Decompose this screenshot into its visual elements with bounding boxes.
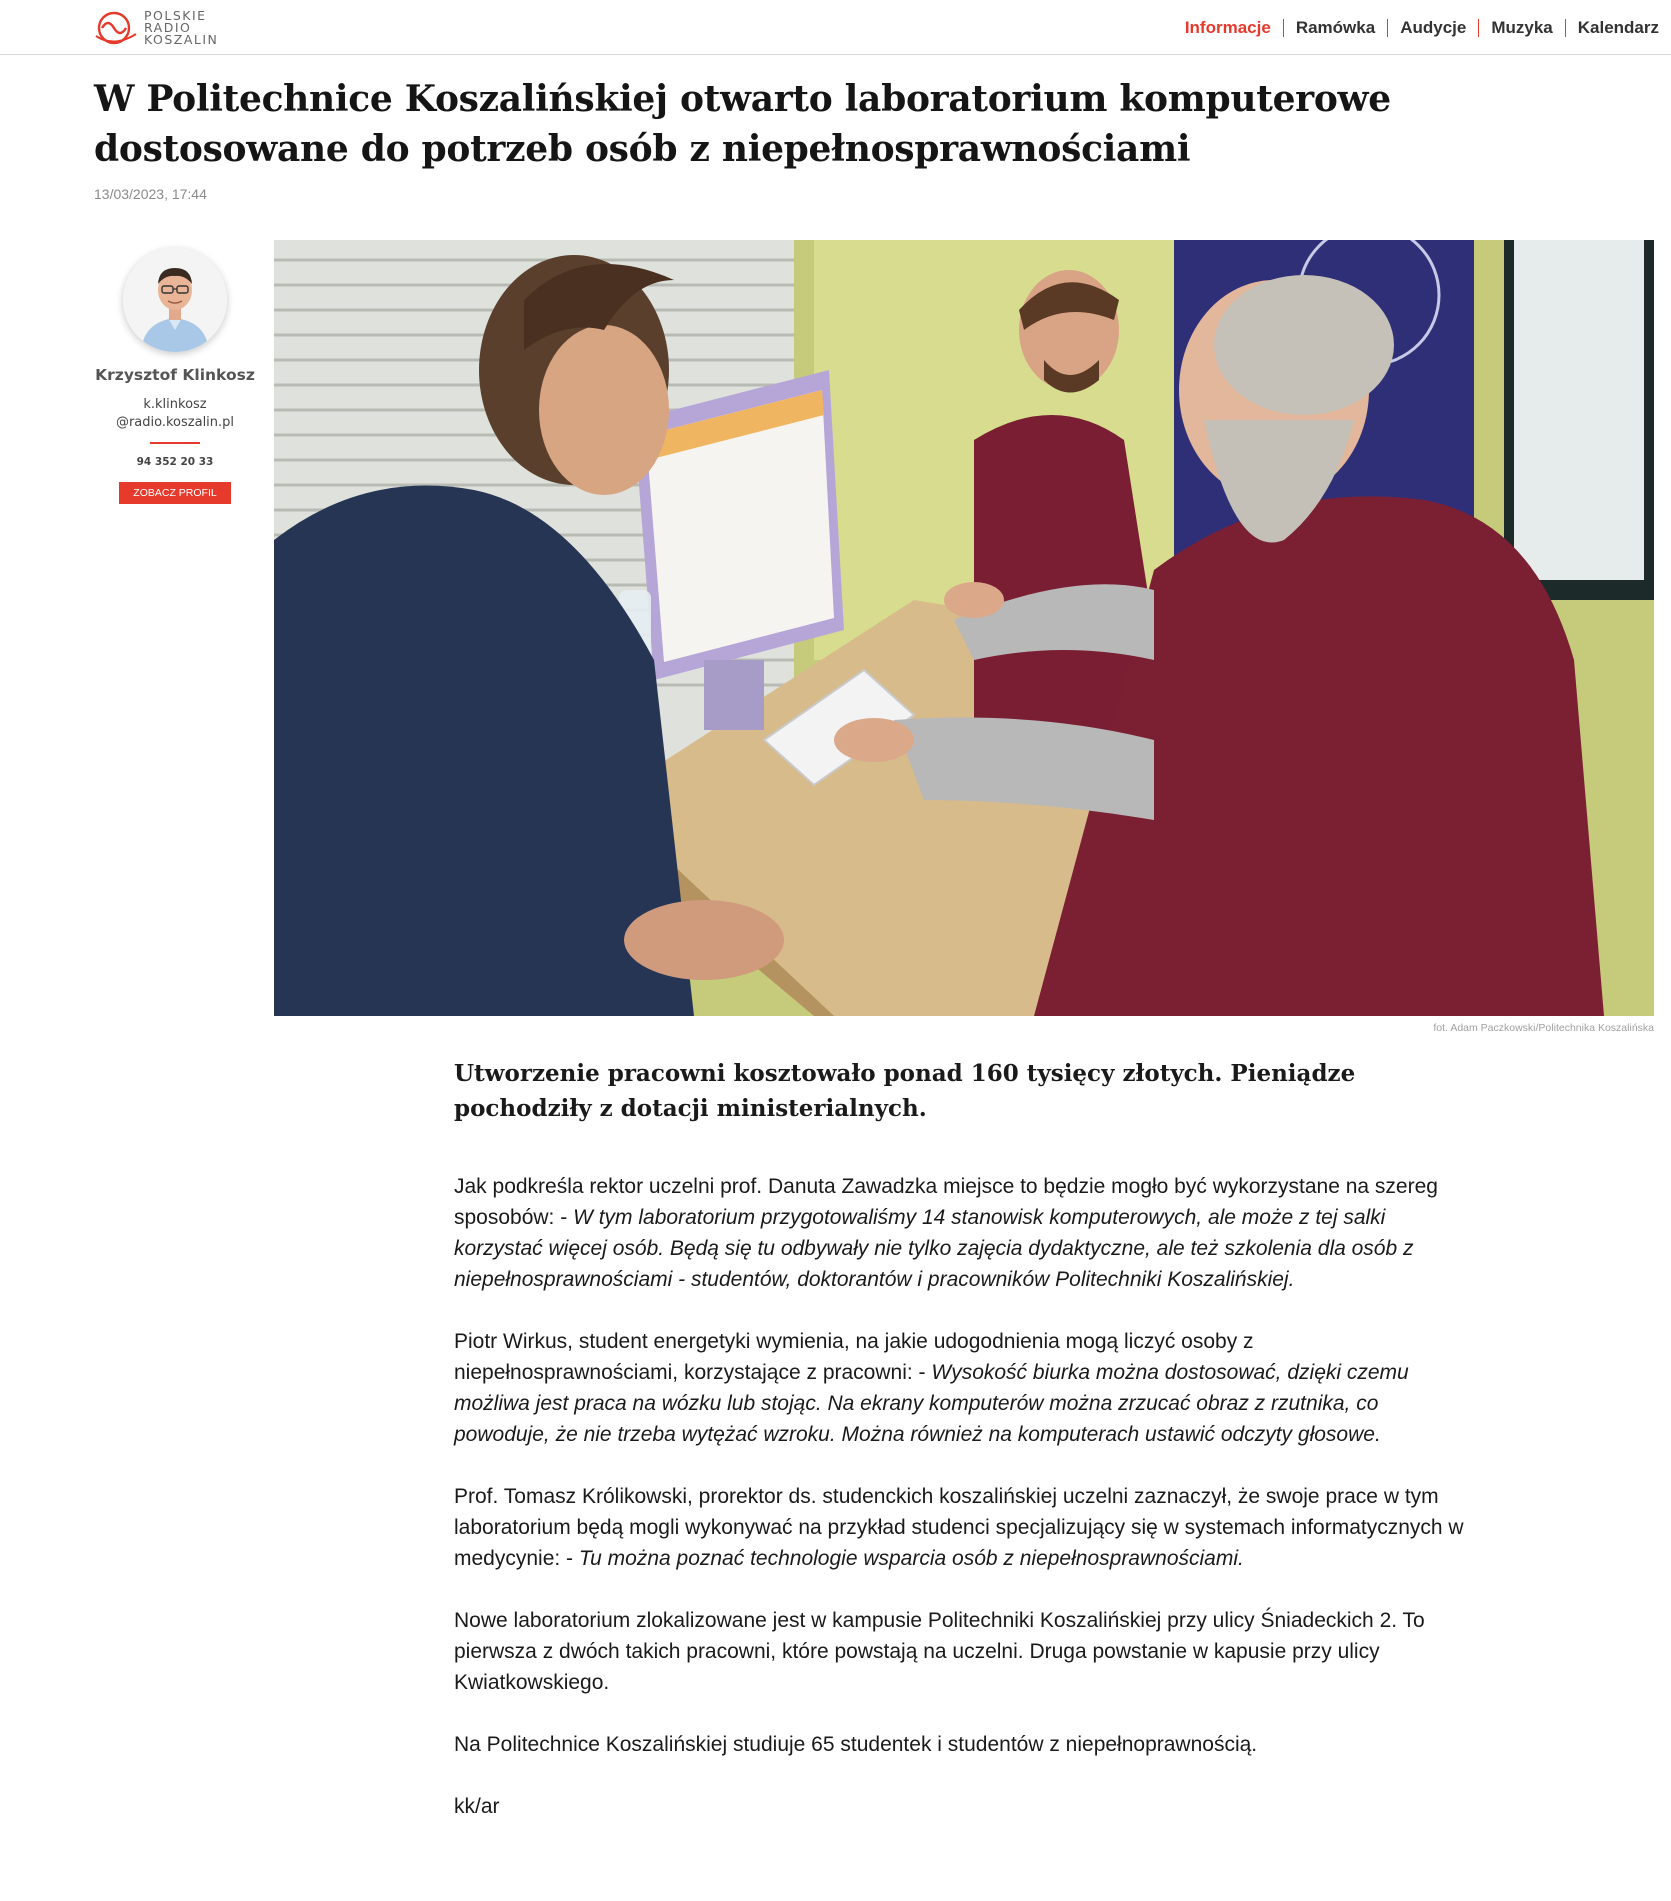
article-date: 13/03/2023, 17:44 (94, 186, 207, 202)
logo-line-2: RADIO (144, 20, 192, 35)
radio-logo-icon (92, 6, 140, 50)
lab-photo-illustration (274, 240, 1654, 1016)
nav-muzyka[interactable]: Muzyka (1491, 17, 1553, 37)
paragraph-quote: Tu można poznać technologie wsparcia osób z niepełnosprawnościami. (578, 1547, 1244, 1570)
paragraph-text: Nowe laboratorium zlokalizowane jest w kampusie Politechniki Koszalińskiej przy ulicy Śniadeckich 2. To pierwsza z dwóch takich pracowni, które powstają na uczelni. Druga powstanie w kapusie przy ulicy Kwiatkowskiego. (454, 1609, 1425, 1694)
article-signature (454, 1791, 1474, 1822)
paragraph-text: Na Politechnice Koszalińskiej studiuje 65 studentek i studentów z niepełnoprawnością. (454, 1733, 1258, 1756)
author-email-line-1: k.klinkosz (143, 397, 207, 412)
nav-audycje[interactable]: Audycje (1400, 17, 1467, 37)
author-email[interactable] (90, 396, 260, 432)
article-body (454, 1171, 1474, 1853)
logo-text (144, 10, 218, 46)
article-paragraph (454, 1171, 1474, 1295)
article-paragraph (454, 1326, 1474, 1450)
photo-caption: fot. Adam Paczkowski/Politechnika Koszalińska (1433, 1022, 1654, 1034)
nav-ramowka[interactable]: Ramówka (1295, 17, 1376, 37)
article-paragraph (454, 1481, 1474, 1574)
logo-line-3: KOSZALIN (144, 32, 219, 47)
paragraph-text: Piotr Wirkus, student energetyki wymienia, na jakie udogodnienia mogą liczyć osoby z niepełnosprawnościami, korzystające z pracowni: - (454, 1330, 1254, 1384)
article-photo (274, 240, 1654, 1016)
site-header (0, 0, 1671, 55)
author-divider (150, 442, 200, 444)
author-photo-icon (123, 248, 227, 352)
article-paragraph (454, 1605, 1474, 1698)
author-email-line-2: @radio.koszalin.pl (115, 415, 235, 430)
main-nav (1173, 0, 1671, 55)
view-profile-button[interactable]: ZOBACZ PROFIL (119, 482, 231, 504)
article-paragraph (454, 1729, 1474, 1760)
site-logo[interactable] (92, 6, 218, 50)
logo-line-1: POLSKIE (144, 8, 207, 23)
paragraph-text: Prof. Tomasz Królikowski, prorektor ds. studenckich koszalińskiej uczelni zaznaczył, że swoje prace w tym laboratorium będą mogli wykonywać na przykład studenci specjalizujący się w systemach informatycznych w medycynie: - (454, 1485, 1464, 1570)
author-phone[interactable]: 94 352 20 33 (136, 456, 214, 468)
nav-kalendarz[interactable]: Kalendarz (1577, 17, 1659, 37)
author-name[interactable]: Krzysztof Klinkosz (95, 366, 255, 384)
article-title: W Politechnice Koszalińskiej otwarto laboratorium komputerowe dostosowane do potrzeb osób z niepełnosprawnościami (94, 78, 1391, 170)
paragraph-text: Jak podkreśla rektor uczelni prof. Danuta Zawadzka miejsce to będzie mogło być wykorzystane na szereg sposobów: - (454, 1175, 1438, 1229)
paragraph-quote: W tym laboratorium przygotowaliśmy 14 stanowisk komputerowych, ale może z tej salki korzystać więcej osób. Będą się tu odbywały nie tylko zajęcia dydaktyczne, ale też szkolenia dla osób z niepełnosprawnościami - studentów, doktorantów i pracowników Politechniki Koszalińskiej. (454, 1206, 1414, 1291)
nav-informacje[interactable]: Informacje (1184, 17, 1271, 37)
author-avatar[interactable] (123, 248, 227, 352)
author-card (90, 248, 260, 504)
article-lead: Utworzenie pracowni kosztowało ponad 160 tysięcy złotych. Pieniądze pochodziły z dotacji ministerialnych. (454, 1060, 1356, 1122)
paragraph-quote: Wysokość biurka można dostosować, dzięki czemu możliwa jest praca na wózku lub stojąc. Na ekrany komputerów można zrzucać obraz z rzutnika, co powoduje, że nie trzeba wytężać wzroku. Można również na komputerach ustawić odczyty głosowe. (454, 1361, 1409, 1446)
paragraph-text: kk/ar (454, 1795, 500, 1818)
